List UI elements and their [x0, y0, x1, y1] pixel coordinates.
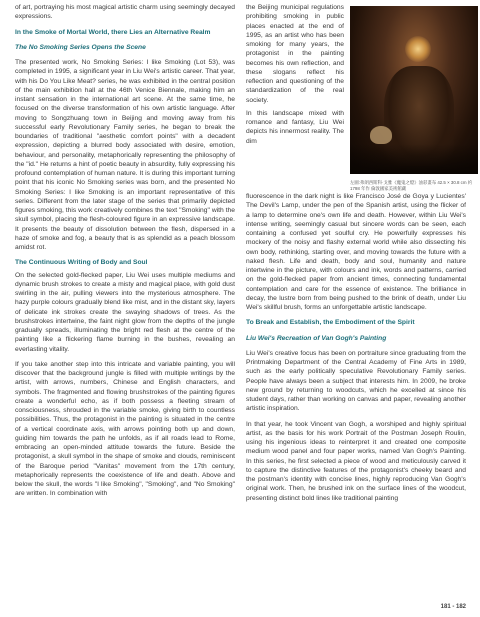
section-heading-body-soul: The Continuous Writing of Body and Soul: [15, 259, 148, 267]
paragraph-background-jungle: If you take another step into this intricate and variable painting, you will discover that the background jungle is filled with multiple writings by the artist, with arrows, numbers, Chinese and English characters, and symbols. The fragmented and flowing brushstrokes of the painting figures create a wonderful echo, as if both possess a fleeting stream of consciousness, shrouded in the variable smoke, giving birth to countless possibilities. Thus, the protagonist in the painting is situated in the centre of a vertical coordinate axis, with arrows pointing both up and down, guiding him towards the path he unfolds, as if all roads lead to Rome, embracing an open-minded attitude towards the future. Beside the protagonist, a skull symbol in the shape of smoke and clouds, reminiscent of the Baroque period "Vanitas" movement from the 17th century, metaphorically represents the coexistence of life and death. Above and below the skull, the words "I like Smoking", "Smoking", and "No Smoking" are written. In combination with: [15, 360, 235, 498]
goya-devils-lamp-image: [350, 6, 478, 174]
paragraph-no-smoking-series: The presented work, No Smoking Series: I like Smoking (Lot 53), was completed in 1995, a significant year in Liu Wei's artistic career. That year, with his Do You Like Meat? series, he was exhibited in the central position of the main exhibition hall at the 46th Venice Biennale, making him an instant sensation in the international art scene. At the same time, he focused on the diverse transformation of his own artistic language. After moving to Songzhuang town in Beijing and moving away from his successful early Revolutionary Family series, he began to break the boundaries of traditional "aesthetic comfort points" with a decadent expression, depicting a blurred body associated with desire, emotion, behaviour, and personality, metaphorically representing the philosophy of the "id." He returns a hint of poetic beauty in absurdity, fully expressing his profound contemplation of human nature. It is during this important turning point that his iconic No Smoking series was born, and the presented No Smoking Series: I like Smoking is an important representative of this series. Different from the later stage of the series that primarily depicted figures smoking, this work creatively combines the text "Smoking" with the skull symbol, placing the flesh-coloured figure in an expressive landscape. It presents the beauty of dissolution between the flesh, dispersed in a haze of smoke and fog, a beauty that is as splendid as a peach blossom amidst rot.: [15, 59, 235, 251]
right-column-flow: [246, 192, 466, 509]
paragraph-gold-flecked-paper: On the selected gold-flecked paper, Liu Wei uses multiple mediums and dynamic brush strokes to create a misty and magical place, with gold dust swirling in the air, pulling viewers into the mysterious atmosphere. The hazy purple colours gradually blend like mist, and in the distant sky, layers of delicate ink strokes create the swaying shadows of trees. As the brushstrokes intertwine, the faint night glow from the depths of the jungle gradually spreads, illuminating the bright red flesh at the centre of the painting like a flickering flame burning in the bushes, revealing an everlasting vitality.: [15, 271, 235, 353]
painting-shadow: [350, 144, 478, 174]
paragraph-beijing-regulations: the Beijing municipal regulations prohibiting smoking in public places enacted at the end of 1995, as an artist who has been smoking for many years, the protagonist in the painting becomes his own reflection, and these slogans reflect his reflection and questioning of the standardization of the real society.: [246, 4, 344, 104]
paragraph-goya-comparison: fluorescence in the dark night is like Francisco José de Goya y Lucientes' The Devil's Lamp, under the pen of the Spanish artist, using the flicker of a lamp to determine one's own life and death. However, within Liu Wei's intense writing, seemingly casual but sincere words can be seen, each containing a confused yet soulful cry. He powerfully expresses his mockery of the noisy and flashy external world while also dissecting his own body, rethinking, starting over, and moving towards the future with a naked flesh. Life and death, body and soul, humanity and nature intertwine in the picture, with colours and ink, words and patterns, carried on the gold-flecked paper from ancient times, connecting fundamental contemplation and care for the essence of existence. The brilliance in decay, the lustre born from being pushed to the brink of death, under Liu Wei's skillful brush, forms an unforgettable artistic landscape.: [246, 193, 466, 311]
section-heading-break-establish: To Break and Establish, the Embodiment of the Spirit: [246, 319, 415, 327]
section-subheading-no-smoking: The No Smoking Series Opens the Scene: [15, 43, 146, 51]
section-heading-smoke: In the Smoke of Mortal World, there Lies an Alternative Realm: [15, 28, 211, 36]
lamp-glow: [405, 36, 431, 62]
section-subheading-van-gogh: Liu Wei's Recreation of Van Gogh's Painting: [246, 334, 387, 342]
page-number: 181 - 182: [440, 604, 466, 610]
left-column: [15, 3, 235, 505]
paragraph-portraiture-focus: Liu Wei's creative focus has been on portraiture since graduating from the Printmaking Department of the Central Academy of Fine Arts in 1989, such as the early politically speculative Revolutionary Family series. People have always been a subject that interests him. In 2009, he broke new ground by returning to woodcuts, which he excelled at since his student days, rather than working on canvas and paper, revealing another artistic inspiration.: [246, 349, 466, 413]
image-caption: 左圖:弗朗西斯科·戈雅《魔鬼之燈》油彩畫布 42.5 × 30.8 cm 約 1798 年作 倫敦國家美術館藏: [350, 180, 473, 191]
painted-detail: [370, 126, 392, 144]
paragraph-landscape-romance: In this landscape mixed with romance and fantasy, Liu Wei depicts his innermost reality. The dim: [246, 109, 344, 145]
paragraph-intro-continued: of art, portraying his most magical artistic charm using seemingly decayed expressions.: [15, 4, 235, 21]
paragraph-van-gogh-series: In that year, he took Vincent van Gogh, a worshiped and highly spiritual artist, as the basis for his work Portrait of the Postman Joseph Roulin, using his ingenious ideas to reinterpret it and created one composite medium wood panel and four paper works, named Van Gogh's Painting. In this series, he first selected a piece of wood and meticulously carved it to capture the distinctive features of the protagonist's cheeky beard and the postman's identity with concise lines, highly reproducing Van Gogh's original work. Then, he brushed ink on the surface lines of the woodcut, presenting distinct bold lines like traditional painting: [246, 420, 466, 502]
right-wrapped-text: [246, 3, 344, 150]
